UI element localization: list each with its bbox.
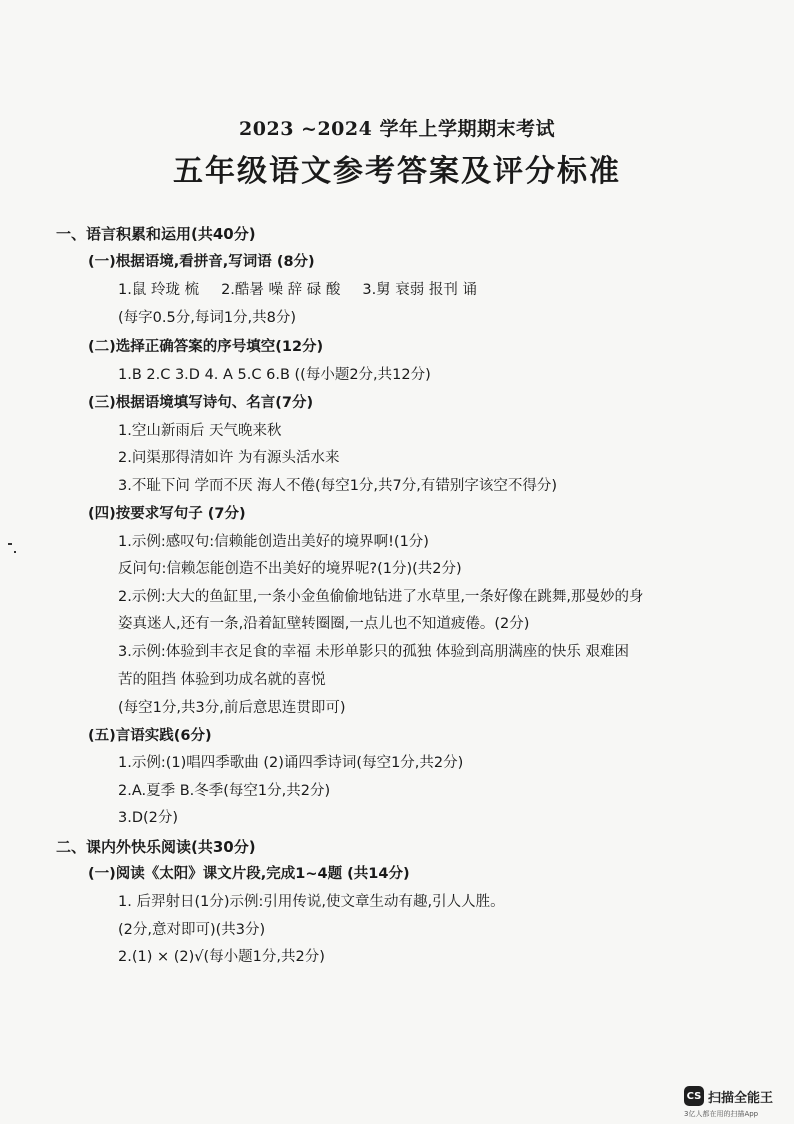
scanner-watermark bbox=[684, 1086, 773, 1106]
section1-answer-2: 2.酷暑 噪 辞 碌 酸 bbox=[221, 282, 341, 298]
section5-line-1: 1.示例:(1)唱四季歌曲 (2)诵四季诗词(每空1分,共2分) bbox=[118, 755, 464, 771]
section5-heading: (五)言语实践(6分) bbox=[88, 728, 212, 744]
section4-heading: (四)按要求写句子 (7分) bbox=[88, 506, 246, 522]
section1-scoring-note: (每字0.5分,每词1分,共8分) bbox=[118, 310, 297, 326]
section3-line-1: 1.空山新雨后 天气晚来秋 bbox=[118, 423, 282, 439]
part2-heading: 二、课内外快乐阅读(共30分) bbox=[56, 838, 256, 856]
section4-line-5: 3.示例:体验到丰衣足食的幸福 未形单影只的孤独 体验到高朋满座的快乐 艰难困 bbox=[118, 644, 630, 660]
scanner-tagline: 3亿人都在用的扫描App bbox=[684, 1110, 759, 1118]
part1-heading: 一、语言积累和运用(共40分) bbox=[56, 225, 256, 243]
section5-line-3: 3.D(2分) bbox=[118, 810, 179, 826]
exam-term-title: 2023 ~2024 学年上学期期末考试 bbox=[239, 118, 555, 140]
section3-line-2: 2.问渠那得清如许 为有源头活水来 bbox=[118, 450, 340, 466]
section4-line-3: 2.示例:大大的鱼缸里,一条小金鱼偷偷地钻进了水草里,一条好像在跳舞,那曼妙的身 bbox=[118, 589, 644, 605]
section3-line-3: 3.不耻下问 学而不厌 海人不倦(每空1分,共7分,有错别字该空不得分) bbox=[118, 478, 558, 494]
camscanner-logo-icon: CS bbox=[684, 1086, 704, 1106]
part2-section1-line-2: (2分,意对即可)(共3分) bbox=[118, 922, 266, 938]
section1-answer-3: 3.舅 衰弱 报刊 诵 bbox=[362, 282, 478, 298]
section4-line-1: 1.示例:感叹句:信赖能创造出美好的境界啊!(1分) bbox=[118, 534, 429, 550]
scan-speck bbox=[14, 551, 16, 553]
part2-section1-line-1: 1. 后羿射日(1分)示例:引用传说,使文章生动有趣,引人人胜。 bbox=[118, 894, 505, 910]
section1-heading: (一)根据语境,看拼音,写词语 (8分) bbox=[88, 254, 315, 270]
section1-answer-1: 1.鼠 玲珑 梳 bbox=[118, 282, 200, 298]
section4-line-2: 反问句:信赖怎能创造不出美好的境界呢?(1分)(共2分) bbox=[118, 561, 462, 577]
section2-heading: (二)选择正确答案的序号填空(12分) bbox=[88, 339, 324, 355]
scan-speck bbox=[8, 543, 12, 545]
part2-section1-line-3: 2.(1) × (2)√(每小题1分,共2分) bbox=[118, 949, 325, 965]
scanner-app-name: 扫描全能王 bbox=[708, 1090, 774, 1106]
section4-line-7: (每空1分,共3分,前后意思连贯即可) bbox=[118, 700, 346, 716]
section4-line-6: 苦的阻挡 体验到功成名就的喜悦 bbox=[118, 672, 326, 688]
section4-line-4: 姿真迷人,还有一条,沿着缸壁转圈圈,一点儿也不知道疲倦。(2分) bbox=[118, 616, 530, 632]
document-title: 五年级语文参考答案及评分标准 bbox=[173, 154, 621, 189]
part2-section1-heading: (一)阅读《太阳》课文片段,完成1~4题 (共14分) bbox=[88, 866, 410, 882]
section2-answers: 1.B 2.C 3.D 4. A 5.C 6.B ((每小题2分,共12分) bbox=[118, 367, 431, 383]
section5-line-2: 2.A.夏季 B.冬季(每空1分,共2分) bbox=[118, 783, 331, 799]
section3-heading: (三)根据语境填写诗句、名言(7分) bbox=[88, 395, 314, 411]
section1-answers bbox=[118, 280, 477, 300]
